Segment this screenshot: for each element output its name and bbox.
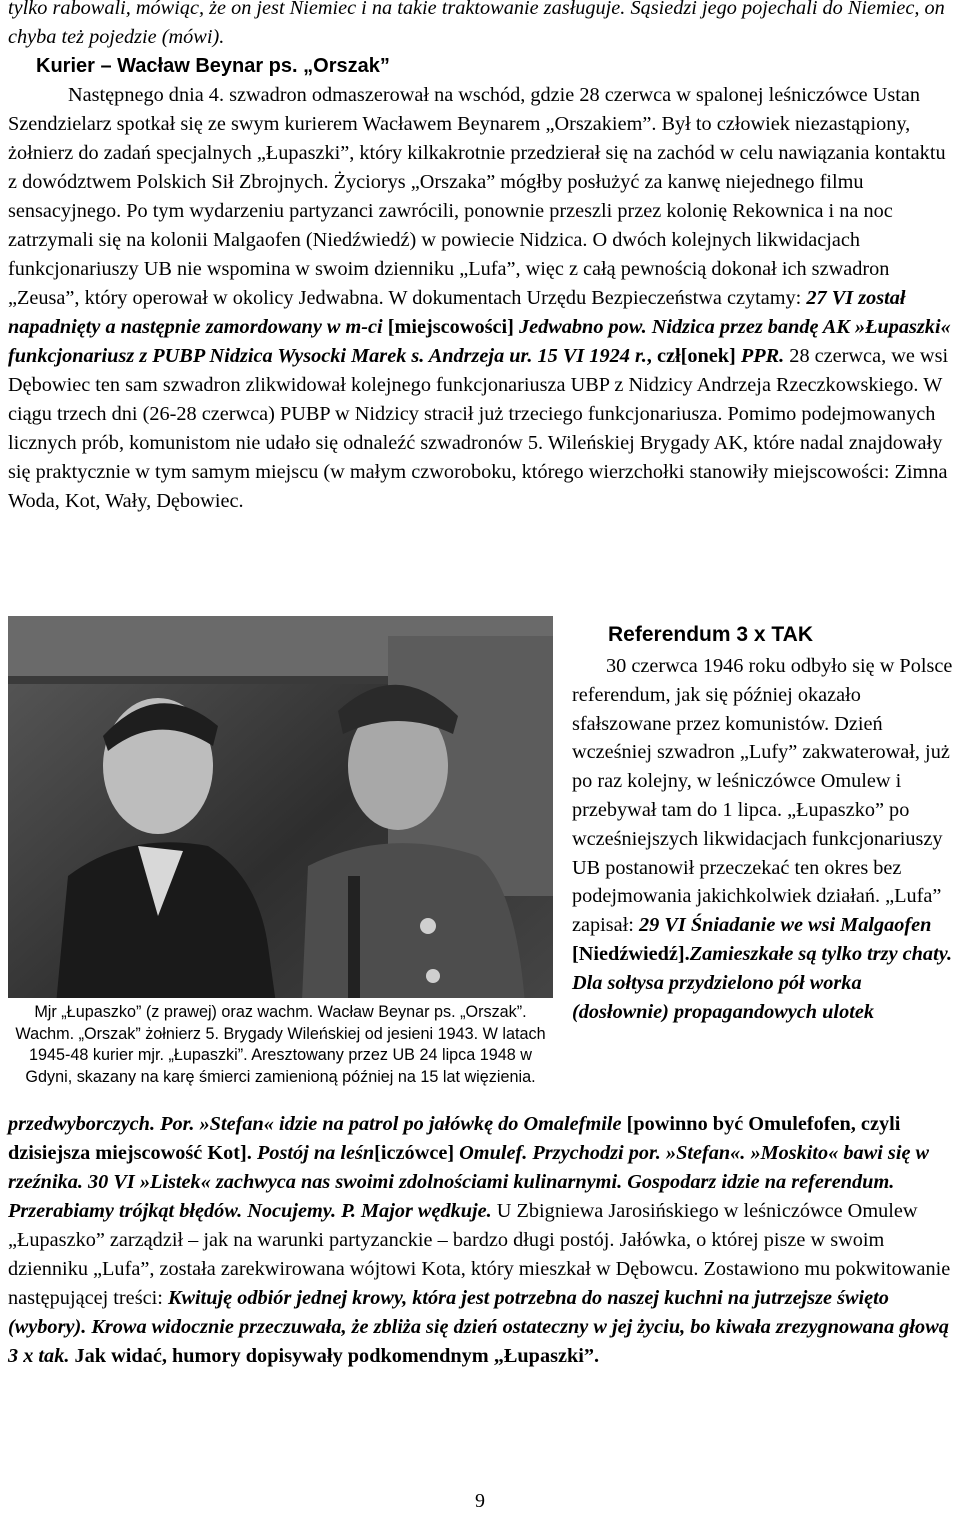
referendum-side-column — [572, 652, 954, 1026]
ub-quote-1: 27 VI został napadnięty a następnie zamordowany w m-ci — [8, 287, 906, 338]
courier-p-end: 28 czerwca, we wsi Dębowiec ten sam szwadron zlikwidował kolejnego funkcjonariusza UBP z Nidzicy Andrzeja Rzeczkowskiego. W ciągu trzech dni (26-28 czerwca) PUBP w Nidzicy stracił już trzeciego funkcjonariusza. Pomimo podejmowanych licznych prób, komunistom nie udało się odnaleźć szwadronów 5. Wileńskiej Brygady AK, które nadal znajdowały się praktycznie w tym samym miejscu (w małym czworoboku, którego wierzchołki stanowiły miejscowości: Zimna Woda, Kot, Wały, Dębowiec. — [8, 345, 949, 512]
page-number: 9 — [475, 1490, 485, 1512]
referendum-p-cont: U Zbigniewa Jarosińskiego w leśniczówce Omulew „Łupaszko” zarządził – jak na warunki partyzanckie – bardzo długi postój. Jałówka, o której pisze w swoim dzienniku „Lufa”, została zarekwirowana wójtowi Kota, który mieszkał w Dębowcu. Zostawiono mu pokwitowanie następującej treści: — [8, 1200, 951, 1309]
referendum-paragraph — [572, 652, 954, 1026]
courier-paragraph — [8, 81, 956, 516]
referendum-p-start: 30 czerwca 1946 roku odbyło się w Polsce referendum, jak się później okazało sfałszowane przez komunistów. Dzień wcześniej szwadron „Lufy” zakwaterował, już po raz kolejny, w leśniczówce Omulew i przebywał tam do 1 lipca. „Łupaszko” po wcześniejszych likwidacjach funkcjonariuszy UB postanowił przeczekać ten okres bez podejmowania jakichkolwiek działań. „Lufa” zapisał: — [572, 655, 953, 937]
courier-p-cont: Po tym wydarzeniu partyzanci zawrócili, ponownie przeszli przez kolonię Rekownica i na noc zatrzymali się na kolonii Malgaofen (Niedźwiedź) w powiecie Nidzica. O dwóch kolejnych likwidacjach funkcjonariuszy UB nie wspomina w swoim dzienniku „Lufa”, więc z całą pewnością dokonał ich szwadron „Zeusa”, który operował w okolicy Jedwabna. W dokumentach Urzędu Bezpieczeństwa czytamy: — [8, 200, 893, 309]
referendum-p-end: Jak widać, humory dopisywały podkomendnym „Łupaszki”. — [69, 1345, 600, 1367]
section-title-referendum: Referendum 3 x TAK — [608, 623, 813, 646]
intro-text: tylko rabowali, mówiąc, że on jest Niemiec i na takie traktowanie zasługuje. Sąsiedzi jego pojechali do Niemiec, on chyba też pojedzie (mówi). — [8, 0, 945, 48]
courier-p-life: Życiorys „Orszaka” mógłby posłużyć za kanwę niejednego filmu sensacyjnego. — [8, 171, 864, 222]
section-title-courier: Kurier – Wacław Beynar ps. „Orszak” — [36, 55, 390, 77]
diary-quote-2a: Zamieszkałe są tylko trzy chaty. Dla sołtysa przydzielono pół worka (dosłownie) propagandowych ulotek — [572, 942, 953, 1023]
courier-p-start: Następnego dnia 4. szwadron odmaszerował na wschód, gdzie 28 czerwca w spalonej leśniczówce Ustan Szendzielarz spotkał się ze swym kurierem Wacławem Beynarem „Orszakiem”. — [8, 84, 921, 135]
ub-quote-bracket-1: [miejscowości] — [387, 316, 519, 338]
diary-quote-4: Omulef. Przychodzi por. »Stefan«. »Moskito« bawi się w rzeźnika. 30 VI »Listek« zachwyca nas swoimi zdolnościami kulinarnymi. Gospodarz idzie na referendum. Przerabiamy trójkąt błędów. Nocujemy. P. Major wędkuje. — [8, 1142, 930, 1222]
ub-quote-3: PPR. — [740, 345, 785, 367]
courier-p-main: Był to człowiek niezastąpiony, żołnierz do zadań specjalnych „Łupaszki”, który kilkakrotnie przedzierał się na zachód w celu nawiązania kontaktu z dowództwem Polskich Sił Zbrojnych. — [8, 113, 946, 193]
ub-quote-2: Jedwabno pow. Nidzica przez bandę AK »Łupaszki« funkcjonariusz z PUBP Nidzica Wysocki Marek s. Andrzeja ur. 15 VI 1924 r. — [8, 316, 951, 367]
photo-caption: Mjr „Łupaszko” (z prawej) oraz wachm. Wacław Beynar ps. „Orszak”. Wachm. „Orszak” żołnierz 5. Brygady Wileńskiej od jesieni 1943. W latach 1945-48 kurier mjr. „Łupaszki”. Aresztowany przez UB 24 lipca 1948 w Gdyni, skazany na karę śmierci zamienioną później na 15 lat więzienia. — [8, 998, 553, 1090]
diary-bracket-1: [Niedźwiedź]. — [572, 942, 690, 965]
referendum-continuation-paragraph — [8, 1110, 956, 1371]
receipt-quote: Kwituję odbiór jednej krowy, która jest potrzebna do naszej kuchni na jutrzejsze święto (wybory). Krowa widocznie przeczuwała, że zbliża się dzień ostateczny w jej życiu, bo kiwała zrezygnowana głową 3 x tak. — [8, 1287, 949, 1367]
referendum-continuation — [8, 1110, 956, 1371]
diary-bracket-3: [iczówce] — [374, 1142, 455, 1164]
ub-quote-bracket-2: , czł[onek] — [646, 345, 741, 367]
intro-paragraph — [8, 0, 956, 52]
diary-bracket-2: [powinno być Omulefofen, czyli dzisiejsza miejscowość Kot]. — [8, 1113, 901, 1164]
diary-quote-3: Postój na leśn — [251, 1142, 375, 1164]
diary-quote-2b: przedwyborczych. Por. »Stefan« idzie na patrol po jałówkę do Omalefmile — [8, 1113, 627, 1135]
section-courier — [8, 52, 956, 516]
diary-quote-1: 29 VI Śniadanie we wsi Malgaofen — [639, 914, 932, 937]
historical-photo — [8, 616, 553, 1090]
